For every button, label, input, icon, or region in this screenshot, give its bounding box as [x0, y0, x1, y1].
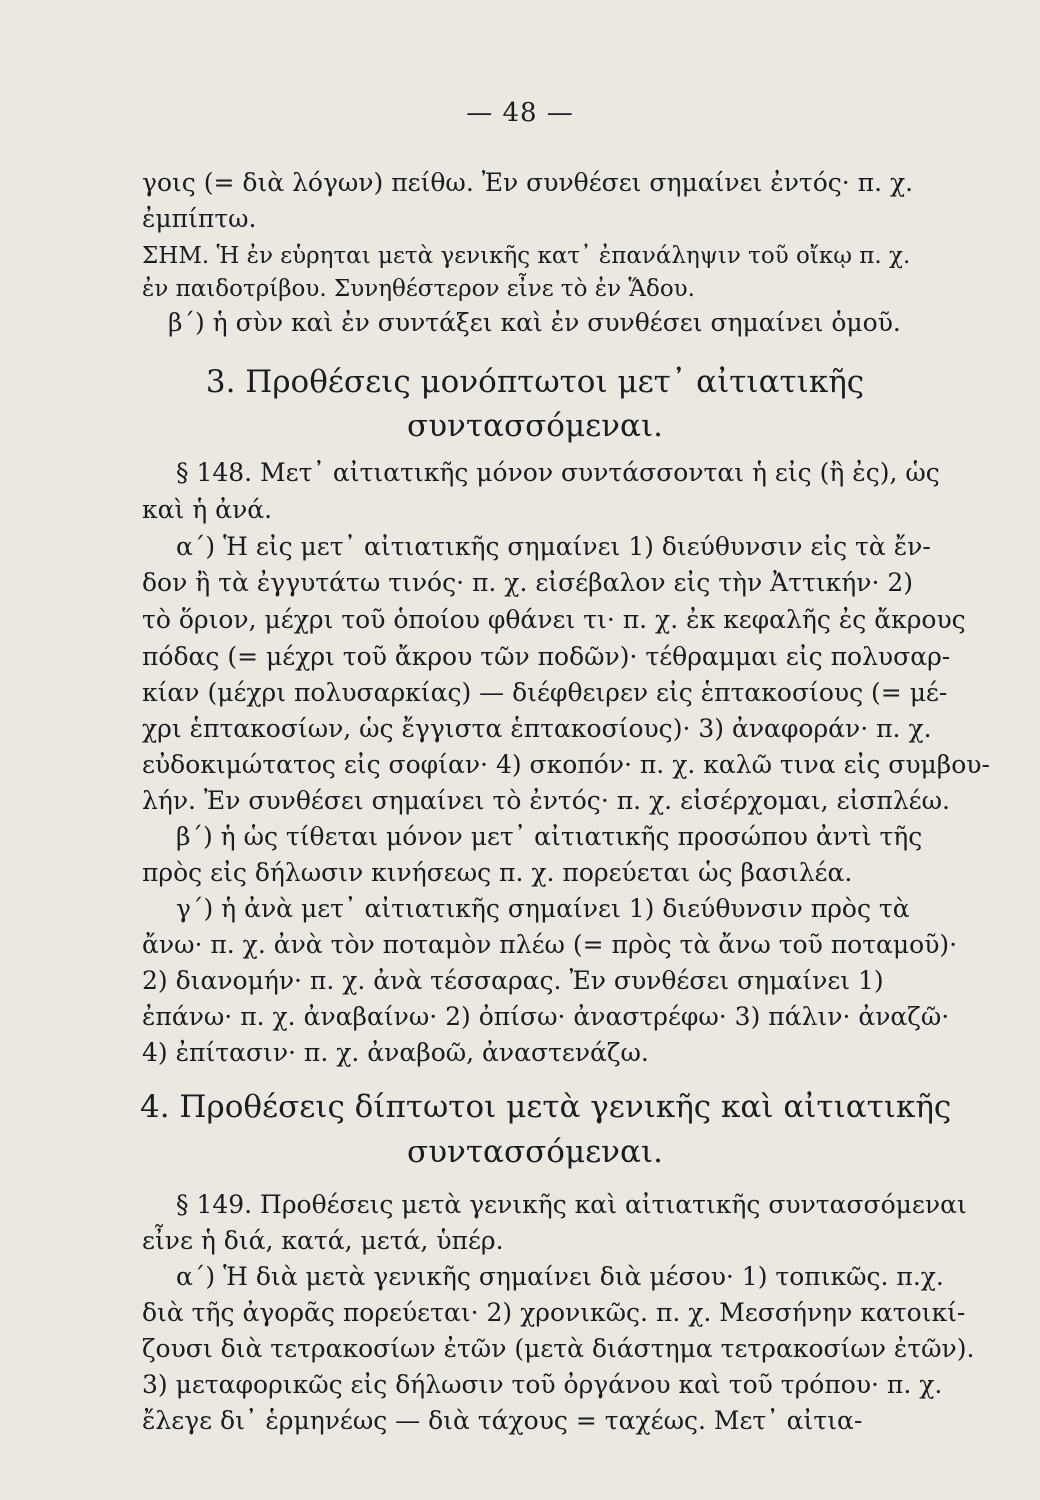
text-line: 3) μεταφορικῶς εἰς δήλωσιν τοῦ ὀργάνου καὶ τοῦ τρόπου· π. χ.: [142, 1370, 943, 1399]
text-line: ΣΗΜ. Ἡ ἐν εὑρηται μετὰ γενικῆς κατ᾽ ἐπανάληψιν τοῦ οἴκῳ π. χ.: [142, 243, 911, 269]
page-number: — 48 —: [466, 98, 574, 128]
text-line: πόδας (= μέχρι τοῦ ἄκρου τῶν ποδῶν)· τέθραμμαι εἰς πολυσαρ-: [142, 642, 951, 671]
text-line: τὸ ὅριον, μέχρι τοῦ ὁποίου φθάνει τι· π. χ. ἐκ κεφαλῆς ἐς ἄκρους: [142, 605, 966, 634]
text-line: εὐδοκιμώτατος εἰς σοφίαν· 4) σκοπόν· π. χ. καλῶ τινα εἰς συμβου-: [142, 750, 990, 779]
text-line: δον ἢ τὰ ἐγγυτάτω τινός· π. χ. εἰσέβαλον εἰς τὴν Ἀττικήν· 2): [142, 568, 914, 597]
text-line: διὰ τῆς ἀγορᾶς πορεύεται· 2) χρονικῶς. π. χ. Μεσσήνην κατοικί-: [142, 1298, 966, 1327]
text-line: γ´) ἡ ἀνὰ μετ᾽ αἰτιατικῆς σημαίνει 1) διεύθυνσιν πρὸς τὰ: [176, 894, 910, 923]
text-line: κίαν (μέχρι πολυσαρκίας) — διέφθειρεν εἰς ἑπτακοσίους (= μέ-: [142, 678, 948, 707]
text-line: ἄνω· π. χ. ἀνὰ τὸν ποταμὸν πλέω (= πρὸς τὰ ἄνω τοῦ ποταμοῦ)·: [142, 930, 958, 959]
text-line: ἐν παιδοτρίβου. Συνηθέστερον εἶνε τὸ ἐν Ἅδου.: [142, 276, 695, 302]
text-line: ἐμπίπτω.: [142, 204, 257, 233]
text-line: εἶνε ἡ διά, κατά, μετά, ὑπέρ.: [142, 1226, 504, 1255]
text-line: § 149. Προθέσεις μετὰ γενικῆς καὶ αἰτιατικῆς συντασσόμεναι: [176, 1190, 967, 1219]
text-line: λήν. Ἐν συνθέσει σημαίνει τὸ ἐντός· π. χ. εἰσέρχομαι, εἰσπλέω.: [142, 786, 950, 815]
text-line: καὶ ἡ ἀνά.: [142, 495, 273, 524]
text-line: γοις (= διὰ λόγων) πείθω. Ἐν συνθέσει σημαίνει ἐντός· π. χ.: [142, 168, 914, 197]
text-line: 4) ἐπίτασιν· π. χ. ἀναβοῶ, ἀναστενάζω.: [142, 1038, 649, 1067]
section-heading: συντασσόμεναι.: [407, 1134, 663, 1170]
text-line: ἐπάνω· π. χ. ἀναβαίνω· 2) ὀπίσω· ἀναστρέφω· 3) πάλιν· ἀναζῶ·: [142, 1002, 950, 1031]
section-heading: 3. Προθέσεις μονόπτωτοι μετ᾽ αἰτιατικῆς: [205, 364, 865, 400]
text-line: 2) διανομήν· π. χ. ἀνὰ τέσσαρας. Ἐν συνθέσει σημαίνει 1): [142, 966, 884, 995]
text-line: α´) Ἡ διὰ μετὰ γενικῆς σημαίνει διὰ μέσου· 1) τοπικῶς. π.χ.: [176, 1262, 944, 1291]
text-line: πρὸς εἰς δήλωσιν κινήσεως π. χ. πορεύεται ὡς βασιλέα.: [142, 858, 853, 887]
text-line: § 148. Μετ᾽ αἰτιατικῆς μόνον συντάσσονται ἡ εἰς (ἢ ἐς), ὡς: [176, 458, 940, 487]
text-line: β´) ἡ ὡς τίθεται μόνον μετ᾽ αἰτιατικῆς προσώπου ἀντὶ τῆς: [176, 822, 923, 851]
text-line: ἔλεγε δι᾽ ἑρμηνέως — διὰ τάχους = ταχέως. Μετ᾽ αἰτια-: [142, 1406, 863, 1435]
text-line: ζουσι διὰ τετρακοσίων ἐτῶν (μετὰ διάστημα τετρακοσίων ἐτῶν).: [142, 1334, 975, 1363]
section-heading: συντασσόμεναι.: [407, 408, 663, 444]
text-line: α´) Ἡ εἰς μετ᾽ αἰτιατικῆς σημαίνει 1) διεύθυνσιν εἰς τὰ ἔν-: [176, 532, 931, 561]
text-line: χρι ἑπτακοσίων, ὡς ἔγγιστα ἑπτακοσίους)· 3) ἀναφοράν· π. χ.: [142, 714, 932, 743]
section-heading: 4. Προθέσεις δίπτωτοι μετὰ γενικῆς καὶ αἰτιατικῆς: [140, 1089, 952, 1125]
text-line: β´) ἡ σὺν καὶ ἐν συντάξει καὶ ἐν συνθέσει σημαίνει ὁμοῦ.: [168, 308, 901, 337]
